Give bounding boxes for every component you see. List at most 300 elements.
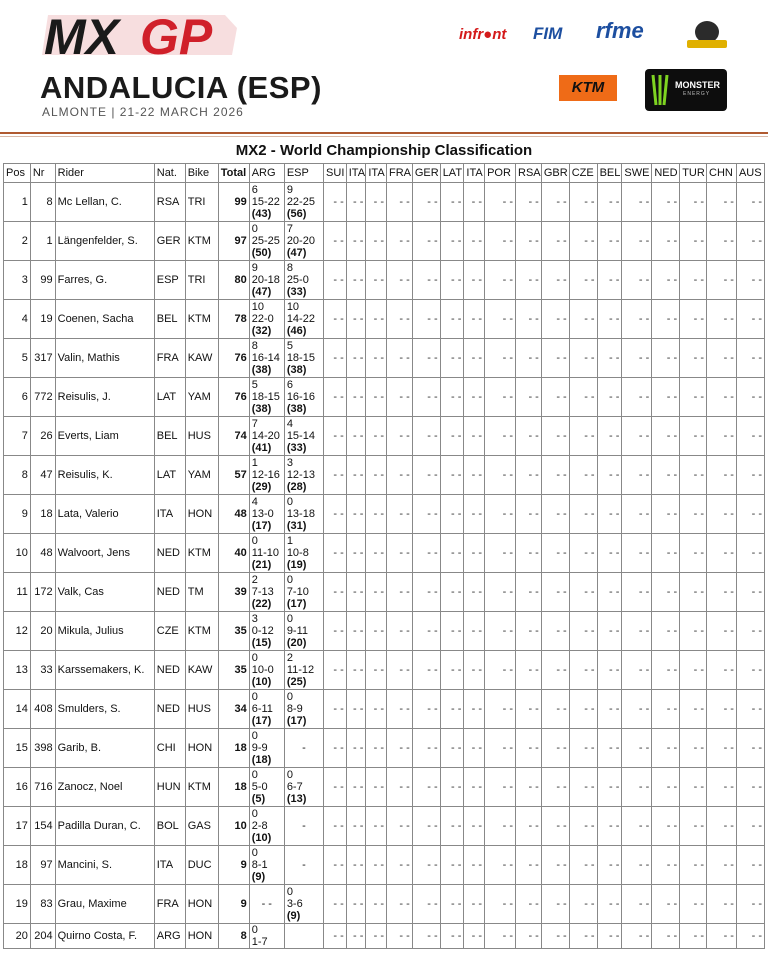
row-gp-future-empty: - - [736, 846, 764, 885]
row-gp-future-empty: - - [387, 846, 413, 885]
row-total: 57 [218, 456, 249, 495]
race-bonus: 0 [251, 691, 258, 703]
row-gp-future-empty: - - [464, 612, 485, 651]
table-row [4, 300, 765, 339]
race-points: (17) [286, 598, 307, 610]
row-gp-future-empty: - - [516, 417, 542, 456]
header-gp-future: POR [485, 164, 516, 183]
row-gp-future-empty: - - [652, 846, 680, 885]
row-gp-future-empty: - - [680, 222, 707, 261]
row-nationality: ESP [154, 261, 185, 300]
race-heats: 9-11 [286, 625, 309, 637]
row-gp-future-empty: - - [366, 846, 387, 885]
race-heats: 16-16 [286, 391, 315, 403]
row-gp-future-empty: - - [516, 261, 542, 300]
row-gp-future-empty: - - [412, 261, 440, 300]
race-points: (47) [286, 247, 307, 259]
race-heats: 18-15 [251, 391, 280, 403]
row-nationality: CZE [154, 612, 185, 651]
row-gp-future-empty: - - [622, 573, 652, 612]
row-gp-future-empty: - - [569, 534, 597, 573]
header-nr: Nr [30, 164, 55, 183]
row-gp-future-empty: - - [652, 339, 680, 378]
row-gp-esp [284, 378, 323, 417]
table-row [4, 456, 765, 495]
row-gp-future-empty: - - [440, 534, 464, 573]
row-gp-future-empty: - - [652, 651, 680, 690]
row-nationality: NED [154, 573, 185, 612]
row-gp-future-empty: - - [652, 222, 680, 261]
row-gp-future-empty: - - [680, 729, 707, 768]
row-total: 80 [218, 261, 249, 300]
race-bonus: 7 [251, 418, 258, 430]
row-gp-future-empty: - - [707, 495, 737, 534]
header-gp-future: GBR [541, 164, 569, 183]
row-gp-future-empty: - - [346, 846, 366, 885]
table-row [4, 573, 765, 612]
row-gp-arg [249, 846, 284, 885]
header-gp-future: BEL [597, 164, 622, 183]
row-bike: KTM [185, 534, 218, 573]
race-bonus: 0 [251, 535, 258, 547]
row-gp-future-empty: - - [440, 417, 464, 456]
row-gp-future-empty: - - [736, 768, 764, 807]
row-gp-future-empty: - - [652, 573, 680, 612]
row-gp-esp [284, 651, 323, 690]
race-bonus: 8 [286, 262, 293, 274]
row-gp-future-empty: - - [597, 456, 622, 495]
row-gp-future-empty: - - [412, 924, 440, 949]
monster-logo-subtext: ENERGY [683, 91, 711, 97]
row-total: 9 [218, 846, 249, 885]
row-gp-future-empty: - - [707, 456, 737, 495]
header-gp-future: CHN [707, 164, 737, 183]
race-heats: 6-7 [286, 781, 303, 793]
row-gp-future-empty: - - [622, 495, 652, 534]
row-gp-future-empty: - - [464, 456, 485, 495]
row-gp-future-empty: - - [622, 729, 652, 768]
row-gp-future-empty: - - [412, 534, 440, 573]
race-points: (33) [286, 442, 307, 454]
row-gp-future-empty: - - [440, 339, 464, 378]
row-bike: GAS [185, 807, 218, 846]
row-total: 18 [218, 729, 249, 768]
race-dash: - [302, 820, 306, 832]
row-gp-future-empty: - - [440, 222, 464, 261]
row-gp-future-empty: - - [366, 612, 387, 651]
row-gp-future-empty: - - [516, 534, 542, 573]
row-bike: HUS [185, 690, 218, 729]
row-gp-future-empty: - - [366, 729, 387, 768]
monster-logo [645, 69, 727, 111]
row-gp-future-empty: - - [622, 183, 652, 222]
row-gp-future-empty: - - [541, 300, 569, 339]
row-gp-future-empty: - - [597, 300, 622, 339]
row-gp-future-empty: - - [387, 690, 413, 729]
row-number: 154 [30, 807, 55, 846]
row-gp-future-empty: - - [652, 456, 680, 495]
row-gp-future-empty: - - [680, 183, 707, 222]
row-gp-esp [284, 729, 323, 768]
row-gp-arg [249, 885, 284, 924]
row-gp-future-empty: - - [597, 183, 622, 222]
row-gp-arg [249, 651, 284, 690]
row-gp-future-empty: - - [324, 261, 347, 300]
row-nationality: RSA [154, 183, 185, 222]
row-pos: 14 [4, 690, 31, 729]
row-gp-future-empty: - - [464, 807, 485, 846]
race-bonus: 4 [251, 496, 258, 508]
row-gp-future-empty: - - [485, 846, 516, 885]
row-gp-arg [249, 573, 284, 612]
row-gp-future-empty: - - [324, 495, 347, 534]
row-gp-future-empty: - - [541, 885, 569, 924]
row-gp-future-empty: - - [485, 807, 516, 846]
row-gp-future-empty: - - [680, 495, 707, 534]
row-gp-future-empty: - - [707, 924, 737, 949]
row-gp-future-empty: - - [387, 612, 413, 651]
race-heats: 11-10 [251, 547, 280, 559]
row-gp-future-empty: - - [464, 885, 485, 924]
table-row [4, 261, 765, 300]
row-gp-future-empty: - - [597, 417, 622, 456]
row-gp-future-empty: - - [652, 417, 680, 456]
row-gp-future-empty: - - [736, 222, 764, 261]
race-bonus: 4 [286, 418, 293, 430]
row-bike: HON [185, 924, 218, 949]
row-gp-future-empty: - - [366, 378, 387, 417]
row-gp-future-empty: - - [516, 651, 542, 690]
row-gp-future-empty: - - [366, 300, 387, 339]
row-gp-future-empty: - - [652, 729, 680, 768]
table-row [4, 417, 765, 456]
row-gp-future-empty: - - [736, 183, 764, 222]
row-gp-future-empty: - - [597, 768, 622, 807]
row-gp-esp [284, 534, 323, 573]
row-nationality: FRA [154, 885, 185, 924]
row-gp-future-empty: - - [736, 495, 764, 534]
row-gp-future-empty: - - [680, 300, 707, 339]
row-pos: 6 [4, 378, 31, 417]
row-rider: Valk, Cas [55, 573, 154, 612]
row-gp-future-empty: - - [387, 183, 413, 222]
table-row [4, 495, 765, 534]
row-gp-future-empty: - - [622, 339, 652, 378]
table-row [4, 339, 765, 378]
race-points: (17) [251, 715, 272, 727]
row-gp-future-empty: - - [622, 651, 652, 690]
header-divider [0, 132, 768, 134]
ktm-logo: KTM [559, 75, 617, 101]
race-dash: - [302, 742, 306, 754]
row-rider: Smulders, S. [55, 690, 154, 729]
row-gp-future-empty: - - [736, 885, 764, 924]
row-pos: 11 [4, 573, 31, 612]
row-total: 76 [218, 378, 249, 417]
row-gp-future-empty: - - [346, 768, 366, 807]
row-gp-future-empty: - - [707, 885, 737, 924]
row-gp-future-empty: - - [366, 768, 387, 807]
row-nationality: BOL [154, 807, 185, 846]
race-points: (33) [286, 286, 307, 298]
row-gp-future-empty: - - [464, 768, 485, 807]
row-gp-future-empty: - - [346, 300, 366, 339]
row-nationality: ITA [154, 846, 185, 885]
row-gp-future-empty: - - [464, 261, 485, 300]
row-number: 172 [30, 573, 55, 612]
row-gp-arg [249, 261, 284, 300]
row-gp-future-empty: - - [485, 456, 516, 495]
race-bonus: 0 [251, 730, 258, 742]
rfme-logo: rfme [596, 18, 644, 43]
row-gp-future-empty: - - [346, 222, 366, 261]
row-gp-future-empty: - - [485, 339, 516, 378]
monster-logo-text: MONSTER [675, 80, 720, 90]
row-gp-future-empty: - - [516, 456, 542, 495]
row-gp-future-empty: - - [346, 924, 366, 949]
row-rider: Quirno Costa, F. [55, 924, 154, 949]
table-row [4, 768, 765, 807]
row-pos: 20 [4, 924, 31, 949]
row-pos: 8 [4, 456, 31, 495]
row-total: 78 [218, 300, 249, 339]
row-bike: DUC [185, 846, 218, 885]
row-bike: YAM [185, 378, 218, 417]
row-number: 33 [30, 651, 55, 690]
row-gp-esp [284, 300, 323, 339]
row-gp-future-empty: - - [597, 729, 622, 768]
row-gp-future-empty: - - [569, 885, 597, 924]
race-points: (20) [286, 637, 307, 649]
row-gp-esp [284, 612, 323, 651]
row-total: 40 [218, 534, 249, 573]
row-gp-esp [284, 417, 323, 456]
table-row [4, 729, 765, 768]
row-rider: Valin, Mathis [55, 339, 154, 378]
row-gp-future-empty: - - [597, 807, 622, 846]
row-bike: KTM [185, 300, 218, 339]
row-gp-future-empty: - - [707, 534, 737, 573]
race-heats: 22-25 [286, 196, 315, 208]
row-pos: 10 [4, 534, 31, 573]
row-gp-future-empty: - - [597, 924, 622, 949]
row-gp-future-empty: - - [541, 495, 569, 534]
race-points: (17) [251, 520, 272, 532]
row-gp-arg [249, 495, 284, 534]
row-rider: Mikula, Julius [55, 612, 154, 651]
row-number: 18 [30, 495, 55, 534]
header-pos: Pos [4, 164, 31, 183]
race-bonus: 3 [251, 613, 258, 625]
table-row [4, 612, 765, 651]
row-gp-future-empty: - - [440, 378, 464, 417]
row-bike: HON [185, 495, 218, 534]
race-points: (46) [286, 325, 307, 337]
row-rider: Garib, B. [55, 729, 154, 768]
row-gp-future-empty: - - [707, 378, 737, 417]
header-gp-future: SWE [622, 164, 652, 183]
row-gp-future-empty: - - [464, 924, 485, 949]
row-gp-future-empty: - - [324, 612, 347, 651]
race-points: (47) [251, 286, 272, 298]
row-rider: Farres, G. [55, 261, 154, 300]
row-gp-future-empty: - - [516, 183, 542, 222]
row-rider: Walvoort, Jens [55, 534, 154, 573]
row-gp-future-empty: - - [440, 885, 464, 924]
row-nationality: HUN [154, 768, 185, 807]
row-gp-future-empty: - - [387, 417, 413, 456]
row-rider: Mc Lellan, C. [55, 183, 154, 222]
row-gp-future-empty: - - [707, 612, 737, 651]
row-gp-future-empty: - - [324, 768, 347, 807]
race-bonus: 9 [251, 262, 258, 274]
header-bike: Bike [185, 164, 218, 183]
race-dash: - - [261, 898, 272, 910]
race-heats: 15-14 [286, 430, 315, 442]
row-gp-future-empty: - - [387, 378, 413, 417]
classification-title: MX2 - World Championship Classification [235, 142, 533, 159]
row-gp-future-empty: - - [680, 378, 707, 417]
race-points: (32) [251, 325, 272, 337]
row-gp-future-empty: - - [516, 729, 542, 768]
race-points: (5) [251, 793, 266, 805]
row-gp-esp [284, 768, 323, 807]
row-gp-future-empty: - - [597, 495, 622, 534]
row-gp-future-empty: - - [464, 573, 485, 612]
race-points: (22) [251, 598, 272, 610]
race-heats: 10-0 [251, 664, 274, 676]
race-heats: 8-1 [251, 859, 268, 871]
row-gp-future-empty: - - [541, 651, 569, 690]
row-gp-future-empty: - - [387, 729, 413, 768]
race-heats: 22-0 [251, 313, 274, 325]
race-bonus: 0 [251, 223, 258, 235]
row-total: 76 [218, 339, 249, 378]
row-gp-future-empty: - - [412, 456, 440, 495]
row-gp-future-empty: - - [440, 729, 464, 768]
race-bonus: 0 [286, 613, 293, 625]
row-gp-future-empty: - - [440, 807, 464, 846]
row-gp-future-empty: - - [346, 378, 366, 417]
row-nationality: BEL [154, 417, 185, 456]
header-gp-future: NED [652, 164, 680, 183]
row-bike: TRI [185, 261, 218, 300]
row-gp-future-empty: - - [324, 534, 347, 573]
row-gp-future-empty: - - [412, 378, 440, 417]
row-pos: 1 [4, 183, 31, 222]
race-bonus: 0 [286, 691, 293, 703]
header-gp-future: LAT [440, 164, 464, 183]
row-gp-future-empty: - - [464, 690, 485, 729]
row-gp-future-empty: - - [541, 729, 569, 768]
row-nationality: NED [154, 651, 185, 690]
row-gp-future-empty: - - [597, 885, 622, 924]
race-points: (41) [251, 442, 272, 454]
row-total: 8 [218, 924, 249, 949]
row-gp-future-empty: - - [707, 222, 737, 261]
row-gp-future-empty: - - [516, 924, 542, 949]
row-total: 39 [218, 573, 249, 612]
race-heats: 25-25 [251, 235, 280, 247]
row-gp-future-empty: - - [412, 612, 440, 651]
row-gp-future-empty: - - [736, 339, 764, 378]
row-gp-future-empty: - - [366, 690, 387, 729]
row-gp-arg [249, 417, 284, 456]
race-points: (9) [286, 910, 301, 922]
row-gp-future-empty: - - [680, 573, 707, 612]
row-gp-future-empty: - - [412, 183, 440, 222]
row-gp-future-empty: - - [707, 573, 737, 612]
race-heats: 15-22 [251, 196, 280, 208]
row-gp-future-empty: - - [736, 612, 764, 651]
race-points: (13) [286, 793, 307, 805]
row-gp-future-empty: - - [366, 924, 387, 949]
row-gp-future-empty: - - [387, 495, 413, 534]
row-gp-future-empty: - - [736, 534, 764, 573]
race-heats: 14-20 [251, 430, 280, 442]
row-total: 10 [218, 807, 249, 846]
row-pos: 17 [4, 807, 31, 846]
row-gp-future-empty: - - [541, 768, 569, 807]
race-bonus: 0 [251, 847, 258, 859]
row-gp-future-empty: - - [541, 690, 569, 729]
row-gp-future-empty: - - [707, 846, 737, 885]
race-heats: 0-12 [251, 625, 274, 637]
row-gp-future-empty: - - [707, 807, 737, 846]
row-gp-future-empty: - - [366, 573, 387, 612]
header-gp-arg: ARG [249, 164, 284, 183]
row-gp-future-empty: - - [652, 807, 680, 846]
row-gp-future-empty: - - [569, 924, 597, 949]
header-rider: Rider [55, 164, 154, 183]
row-bike: HON [185, 729, 218, 768]
row-gp-future-empty: - - [736, 261, 764, 300]
row-number: 19 [30, 300, 55, 339]
row-gp-future-empty: - - [652, 495, 680, 534]
row-gp-arg [249, 612, 284, 651]
race-points: (17) [286, 715, 307, 727]
table-row [4, 924, 765, 949]
row-gp-future-empty: - - [707, 690, 737, 729]
row-pos: 18 [4, 846, 31, 885]
row-bike: HUS [185, 417, 218, 456]
row-gp-future-empty: - - [569, 222, 597, 261]
row-gp-future-empty: - - [412, 768, 440, 807]
row-gp-future-empty: - - [346, 456, 366, 495]
race-heats: 20-18 [251, 274, 280, 286]
race-heats: 6-11 [251, 703, 273, 715]
infront-logo: infr●nt [459, 26, 507, 43]
row-bike: HON [185, 885, 218, 924]
row-gp-future-empty: - - [412, 729, 440, 768]
row-gp-future-empty: - - [412, 573, 440, 612]
row-gp-future-empty: - - [346, 534, 366, 573]
row-gp-future-empty: - - [485, 612, 516, 651]
row-rider: Mancini, S. [55, 846, 154, 885]
row-number: 398 [30, 729, 55, 768]
race-bonus: 6 [286, 379, 293, 391]
row-gp-future-empty: - - [622, 612, 652, 651]
race-bonus: 0 [286, 574, 293, 586]
row-total: 99 [218, 183, 249, 222]
row-gp-future-empty: - - [324, 885, 347, 924]
row-gp-future-empty: - - [440, 261, 464, 300]
row-gp-future-empty: - - [412, 846, 440, 885]
row-gp-future-empty: - - [736, 573, 764, 612]
row-gp-future-empty: - - [346, 651, 366, 690]
row-gp-future-empty: - - [680, 417, 707, 456]
row-gp-future-empty: - - [622, 768, 652, 807]
